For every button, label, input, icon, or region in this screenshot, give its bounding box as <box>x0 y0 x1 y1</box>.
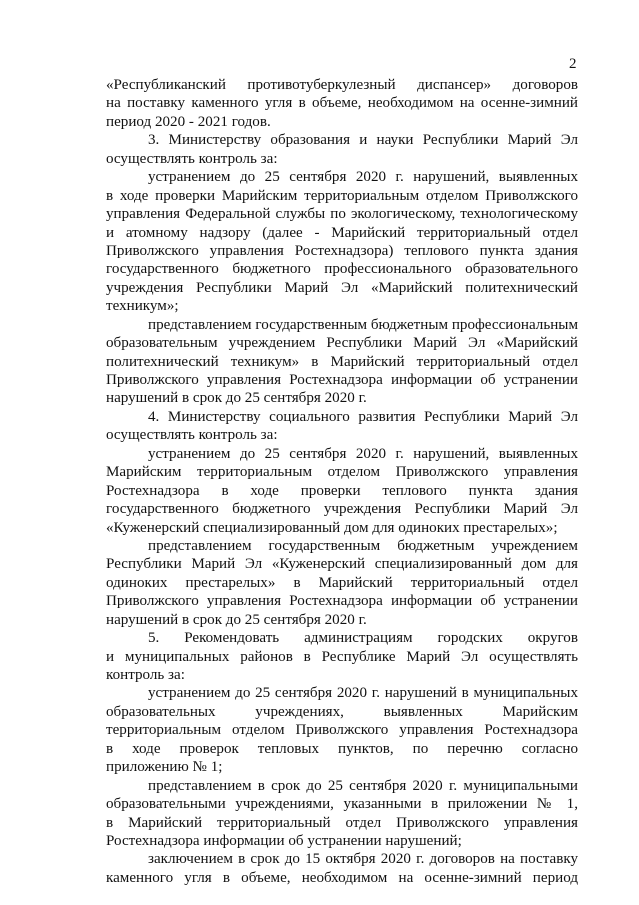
page-number: 2 <box>569 56 577 72</box>
text-line: представлением государственным бюджетным профессиональным <box>148 316 578 333</box>
text-line: период 2020 - 2021 годов. <box>106 113 271 130</box>
text-line: Ростехнадзора информации об устранении нарушений; <box>106 832 462 849</box>
text-line: государственного бюджетного профессионального образовательного <box>106 261 578 278</box>
text-line: «Республиканский противотуберкулезный диспансер» договоров <box>106 77 578 93</box>
text-line: устранением до 25 сентября 2020 г. нарушений, выявленных <box>148 169 578 186</box>
text-line: на поставку каменного угля в объеме, необходимом на осенне-зимний <box>106 95 578 112</box>
text-line: образовательных учреждениях, выявленных Марийским <box>106 703 578 720</box>
text-line: 3. Министерству образования и науки Республики Марий Эл <box>148 132 578 149</box>
text-line: устранением до 25 сентября 2020 г. нарушений, выявленных <box>148 445 578 462</box>
text-line: нарушений в срок до 25 сентября 2020 г. <box>106 611 367 628</box>
text-line: осуществлять контроль за: <box>106 427 278 444</box>
text-line: представлением в срок до 25 сентября 2020 г. муниципальными <box>148 777 578 794</box>
text-line: контроль за: <box>106 667 185 683</box>
text-line: Республики Марий Эл «Куженерский специализированный дом для <box>106 556 578 573</box>
text-line: Приволжского управления Ростехнадзора информации об устранении <box>106 593 578 610</box>
text-line: политехнический техникум» в Марийский территориальный отдел <box>106 353 578 370</box>
text-line: Приволжского управления Ростехнадзора) теплового пункта здания <box>106 242 578 259</box>
document-body <box>106 76 578 887</box>
text-line: образовательным учреждением Республики Марий Эл «Марийский <box>106 335 578 352</box>
text-line: 4. Министерству социального развития Республики Марий Эл <box>148 408 578 425</box>
text-line: «Куженерский специализированный дом для одиноких престарелых»; <box>106 519 558 536</box>
text-line: в ходе проверки Марийским территориальным отделом Приволжского <box>106 187 578 204</box>
text-line: Приволжского управления Ростехнадзора информации об устранении <box>106 372 578 388</box>
text-line: каменного угля в объеме, необходимом на осенне-зимний период <box>106 869 578 886</box>
text-line: 5. Рекомендовать администрациям городских округов <box>148 630 578 647</box>
text-line: заключением в срок до 15 октября 2020 г. договоров на поставку <box>148 851 578 868</box>
text-line: устранением до 25 сентября 2020 г. нарушений в муниципальных <box>148 685 578 702</box>
text-line: образовательными учреждениями, указанными в приложении № 1, <box>106 796 578 813</box>
text-line: учреждения Республики Марий Эл «Марийский политехнический <box>106 279 578 296</box>
text-line: Ростехнадзора в ходе проверки теплового пункта здания <box>106 482 578 499</box>
text-line: в ходе проверок тепловых пунктов, по перечню согласно <box>106 740 578 757</box>
text-line: осуществлять контроль за: <box>106 150 278 167</box>
text-line: приложению № 1; <box>106 759 223 776</box>
text-line: техникум»; <box>106 298 179 315</box>
text-line: нарушений в срок до 25 сентября 2020 г. <box>106 390 367 407</box>
text-line: и муниципальных районов в Республике Марий Эл осуществлять <box>106 648 578 665</box>
text-line: в Марийский территориальный отдел Приволжского управления <box>106 814 578 831</box>
text-line: Марийским территориальным отделом Приволжского управления <box>106 464 578 481</box>
text-line: одиноких престарелых» в Марийский территориальный отдел <box>106 574 578 591</box>
text-line: территориальным отделом Приволжского управления Ростехнадзора <box>106 722 578 739</box>
text-line: управления Федеральной службы по экологическому, технологическому <box>106 206 578 223</box>
text-line: государственного бюджетного учреждения Республики Марий Эл <box>106 501 578 518</box>
text-line: и атомному надзору (далее - Марийский территориальный отдел <box>106 224 578 241</box>
text-line: представлением государственным бюджетным учреждением <box>148 537 578 554</box>
